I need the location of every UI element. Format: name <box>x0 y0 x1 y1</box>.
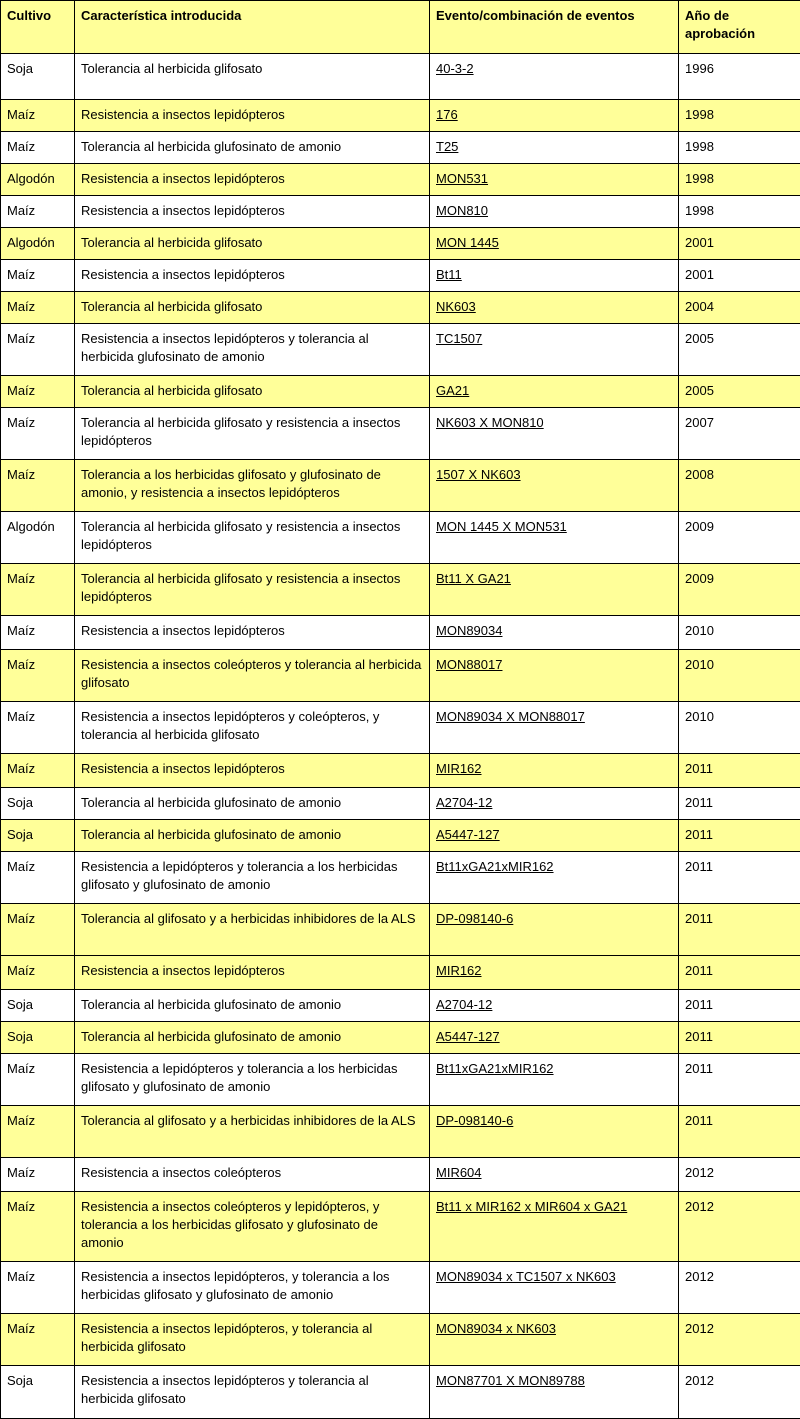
crop-cell: Maíz <box>1 460 75 512</box>
year-cell: 2012 <box>679 1262 800 1314</box>
table-row <box>1 990 800 1022</box>
event-cell <box>430 408 679 460</box>
event-link[interactable]: NK603 X MON810 <box>436 415 544 430</box>
year-cell: 2012 <box>679 1366 800 1419</box>
trait-cell: Resistencia a insectos lepidópteros y tolerancia al herbicida glifosato <box>75 1366 430 1419</box>
year-cell: 2004 <box>679 292 800 324</box>
event-cell <box>430 460 679 512</box>
crop-cell: Maíz <box>1 132 75 164</box>
trait-cell: Resistencia a insectos lepidópteros <box>75 100 430 132</box>
table-row <box>1 228 800 260</box>
event-cell <box>430 820 679 852</box>
table-row <box>1 788 800 820</box>
table-row <box>1 1366 800 1419</box>
event-link[interactable]: A5447-127 <box>436 1029 500 1044</box>
trait-cell: Resistencia a lepidópteros y tolerancia a los herbicidas glifosato y glufosinato de amonio <box>75 852 430 904</box>
event-cell <box>430 228 679 260</box>
trait-cell: Tolerancia al herbicida glifosato y resistencia a insectos lepidópteros <box>75 408 430 460</box>
event-cell <box>430 164 679 196</box>
event-link[interactable]: Bt11xGA21xMIR162 <box>436 859 554 874</box>
year-cell: 2008 <box>679 460 800 512</box>
crop-cell: Soja <box>1 54 75 100</box>
event-link[interactable]: MON 1445 X MON531 <box>436 519 567 534</box>
event-cell <box>430 1192 679 1262</box>
year-cell: 2011 <box>679 990 800 1022</box>
crop-cell: Maíz <box>1 702 75 754</box>
year-cell: 2012 <box>679 1314 800 1366</box>
event-link[interactable]: MON89034 X MON88017 <box>436 709 585 724</box>
table-row <box>1 1192 800 1262</box>
year-cell: 1998 <box>679 164 800 196</box>
event-link[interactable]: Bt11 X GA21 <box>436 571 511 586</box>
trait-cell: Tolerancia al herbicida glufosinato de amonio <box>75 990 430 1022</box>
event-cell <box>430 512 679 564</box>
year-cell: 2011 <box>679 1106 800 1158</box>
year-cell: 1996 <box>679 54 800 100</box>
event-cell <box>430 1262 679 1314</box>
crop-cell: Algodón <box>1 164 75 196</box>
table-row <box>1 260 800 292</box>
event-link[interactable]: GA21 <box>436 383 469 398</box>
year-cell: 2010 <box>679 702 800 754</box>
table-row <box>1 460 800 512</box>
year-cell: 1998 <box>679 132 800 164</box>
event-cell <box>430 1158 679 1192</box>
table-row <box>1 1158 800 1192</box>
header-year: Año de aprobación <box>679 1 800 54</box>
crop-cell: Maíz <box>1 324 75 376</box>
year-cell: 2009 <box>679 512 800 564</box>
event-cell <box>430 54 679 100</box>
crop-cell: Soja <box>1 820 75 852</box>
event-link[interactable]: Bt11 x MIR162 x MIR604 x GA21 <box>436 1199 627 1214</box>
crop-cell: Maíz <box>1 376 75 408</box>
event-link[interactable]: MON810 <box>436 203 488 218</box>
crop-cell: Maíz <box>1 1158 75 1192</box>
table-row <box>1 164 800 196</box>
crop-cell: Maíz <box>1 754 75 788</box>
year-cell: 2005 <box>679 324 800 376</box>
event-cell <box>430 754 679 788</box>
header-crop: Cultivo <box>1 1 75 54</box>
event-link[interactable]: TC1507 <box>436 331 482 346</box>
event-link[interactable]: MON89034 <box>436 623 502 638</box>
crop-cell: Maíz <box>1 1106 75 1158</box>
table-row <box>1 100 800 132</box>
crop-cell: Maíz <box>1 196 75 228</box>
crop-cell: Maíz <box>1 260 75 292</box>
header-trait: Característica introducida <box>75 1 430 54</box>
trait-cell: Resistencia a insectos lepidópteros <box>75 164 430 196</box>
trait-cell: Resistencia a insectos coleópteros <box>75 1158 430 1192</box>
trait-cell: Tolerancia al herbicida glifosato <box>75 292 430 324</box>
table-row <box>1 820 800 852</box>
crop-cell: Soja <box>1 990 75 1022</box>
event-link[interactable]: DP-098140-6 <box>436 1113 513 1128</box>
event-link[interactable]: MON531 <box>436 171 488 186</box>
event-cell <box>430 100 679 132</box>
event-cell <box>430 132 679 164</box>
crop-cell: Maíz <box>1 564 75 616</box>
header-event: Evento/combinación de eventos <box>430 1 679 54</box>
year-cell: 2011 <box>679 904 800 956</box>
event-cell <box>430 260 679 292</box>
header-row <box>1 1 800 54</box>
event-cell <box>430 564 679 616</box>
year-cell: 1998 <box>679 196 800 228</box>
event-cell <box>430 788 679 820</box>
year-cell: 1998 <box>679 100 800 132</box>
trait-cell: Resistencia a lepidópteros y tolerancia a los herbicidas glifosato y glufosinato de amonio <box>75 1054 430 1106</box>
trait-cell: Resistencia a insectos lepidópteros, y tolerancia a los herbicidas glifosato y glufosinato de amonio <box>75 1262 430 1314</box>
event-link[interactable]: MON88017 <box>436 657 502 672</box>
crop-cell: Maíz <box>1 852 75 904</box>
event-cell <box>430 1314 679 1366</box>
year-cell: 2001 <box>679 260 800 292</box>
event-cell <box>430 1366 679 1419</box>
crop-cell: Algodón <box>1 512 75 564</box>
crop-cell: Maíz <box>1 956 75 990</box>
trait-cell: Resistencia a insectos lepidópteros, y tolerancia al herbicida glifosato <box>75 1314 430 1366</box>
table-row <box>1 408 800 460</box>
table-row <box>1 132 800 164</box>
crop-cell: Algodón <box>1 228 75 260</box>
year-cell: 2011 <box>679 852 800 904</box>
crop-cell: Maíz <box>1 1054 75 1106</box>
trait-cell: Tolerancia al herbicida glifosato y resistencia a insectos lepidópteros <box>75 564 430 616</box>
event-cell <box>430 292 679 324</box>
crop-cell: Maíz <box>1 408 75 460</box>
event-link[interactable]: DP-098140-6 <box>436 911 513 926</box>
event-link[interactable]: MON89034 x NK603 <box>436 1321 556 1336</box>
trait-cell: Tolerancia al herbicida glufosinato de amonio <box>75 820 430 852</box>
table-row <box>1 956 800 990</box>
event-cell <box>430 956 679 990</box>
trait-cell: Tolerancia al herbicida glifosato y resistencia a insectos lepidópteros <box>75 512 430 564</box>
trait-cell: Tolerancia al herbicida glifosato <box>75 228 430 260</box>
table-row <box>1 564 800 616</box>
table-row <box>1 292 800 324</box>
crop-cell: Soja <box>1 1366 75 1419</box>
table-row <box>1 54 800 100</box>
table-row <box>1 196 800 228</box>
year-cell: 2012 <box>679 1192 800 1262</box>
crop-cell: Maíz <box>1 616 75 650</box>
table-row <box>1 512 800 564</box>
event-link[interactable]: MIR162 <box>436 761 482 776</box>
trait-cell: Resistencia a insectos lepidópteros <box>75 956 430 990</box>
event-link[interactable]: MON87701 X MON89788 <box>436 1373 585 1388</box>
event-link[interactable]: NK603 <box>436 299 476 314</box>
crop-cell: Maíz <box>1 1314 75 1366</box>
crop-cell: Soja <box>1 788 75 820</box>
trait-cell: Resistencia a insectos coleópteros y tolerancia al herbicida glifosato <box>75 650 430 702</box>
crop-cell: Maíz <box>1 1192 75 1262</box>
crop-cell: Maíz <box>1 292 75 324</box>
crop-cell: Maíz <box>1 100 75 132</box>
table-row <box>1 1314 800 1366</box>
table-row <box>1 1054 800 1106</box>
trait-cell: Tolerancia al herbicida glufosinato de amonio <box>75 788 430 820</box>
table-row <box>1 702 800 754</box>
year-cell: 2012 <box>679 1158 800 1192</box>
table-row <box>1 904 800 956</box>
year-cell: 2011 <box>679 754 800 788</box>
event-cell <box>430 990 679 1022</box>
event-link[interactable]: MON89034 x TC1507 x NK603 <box>436 1269 616 1284</box>
event-cell <box>430 324 679 376</box>
event-cell <box>430 852 679 904</box>
table-row <box>1 852 800 904</box>
event-cell <box>430 904 679 956</box>
trait-cell: Tolerancia al herbicida glifosato <box>75 54 430 100</box>
event-link[interactable]: A5447-127 <box>436 827 500 842</box>
event-link[interactable]: MIR604 <box>436 1165 482 1180</box>
event-cell <box>430 196 679 228</box>
trait-cell: Tolerancia al glifosato y a herbicidas inhibidores de la ALS <box>75 904 430 956</box>
table-row <box>1 754 800 788</box>
year-cell: 2011 <box>679 788 800 820</box>
year-cell: 2001 <box>679 228 800 260</box>
trait-cell: Resistencia a insectos coleópteros y lepidópteros, y tolerancia a los herbicidas glifosato y glufosinato de amonio <box>75 1192 430 1262</box>
crop-cell: Soja <box>1 1022 75 1054</box>
crop-cell: Maíz <box>1 1262 75 1314</box>
event-cell <box>430 616 679 650</box>
event-cell <box>430 650 679 702</box>
table-row <box>1 616 800 650</box>
event-link[interactable]: 176 <box>436 107 458 122</box>
event-link[interactable]: A2704-12 <box>436 997 492 1012</box>
trait-cell: Tolerancia al herbicida glufosinato de amonio <box>75 1022 430 1054</box>
trait-cell: Tolerancia al glifosato y a herbicidas inhibidores de la ALS <box>75 1106 430 1158</box>
event-link[interactable]: A2704-12 <box>436 795 492 810</box>
table-body <box>1 54 800 1419</box>
trait-cell: Tolerancia al herbicida glufosinato de amonio <box>75 132 430 164</box>
event-cell <box>430 1054 679 1106</box>
event-link[interactable]: MON 1445 <box>436 235 499 250</box>
table-row <box>1 324 800 376</box>
event-link[interactable]: T25 <box>436 139 458 154</box>
trait-cell: Tolerancia a los herbicidas glifosato y glufosinato de amonio, y resistencia a insectos lepidópteros <box>75 460 430 512</box>
table-row <box>1 376 800 408</box>
year-cell: 2010 <box>679 616 800 650</box>
table-row <box>1 1106 800 1158</box>
trait-cell: Resistencia a insectos lepidópteros <box>75 616 430 650</box>
event-link[interactable]: MIR162 <box>436 963 482 978</box>
year-cell: 2010 <box>679 650 800 702</box>
event-link[interactable]: 40-3-2 <box>436 61 474 76</box>
event-cell <box>430 702 679 754</box>
year-cell: 2011 <box>679 1022 800 1054</box>
crop-cell: Maíz <box>1 904 75 956</box>
event-link[interactable]: 1507 X NK603 <box>436 467 521 482</box>
trait-cell: Resistencia a insectos lepidópteros y tolerancia al herbicida glufosinato de amonio <box>75 324 430 376</box>
table-row <box>1 650 800 702</box>
year-cell: 2011 <box>679 820 800 852</box>
trait-cell: Resistencia a insectos lepidópteros <box>75 260 430 292</box>
trait-cell: Resistencia a insectos lepidópteros <box>75 196 430 228</box>
trait-cell: Resistencia a insectos lepidópteros y coleópteros, y tolerancia al herbicida glifosato <box>75 702 430 754</box>
year-cell: 2005 <box>679 376 800 408</box>
crop-cell: Maíz <box>1 650 75 702</box>
table-row <box>1 1262 800 1314</box>
year-cell: 2009 <box>679 564 800 616</box>
trait-cell: Resistencia a insectos lepidópteros <box>75 754 430 788</box>
event-cell <box>430 376 679 408</box>
year-cell: 2007 <box>679 408 800 460</box>
event-cell <box>430 1022 679 1054</box>
year-cell: 2011 <box>679 956 800 990</box>
event-link[interactable]: Bt11 <box>436 267 462 282</box>
table-row <box>1 1022 800 1054</box>
trait-cell: Tolerancia al herbicida glifosato <box>75 376 430 408</box>
year-cell: 2011 <box>679 1054 800 1106</box>
event-cell <box>430 1106 679 1158</box>
event-link[interactable]: Bt11xGA21xMIR162 <box>436 1061 554 1076</box>
